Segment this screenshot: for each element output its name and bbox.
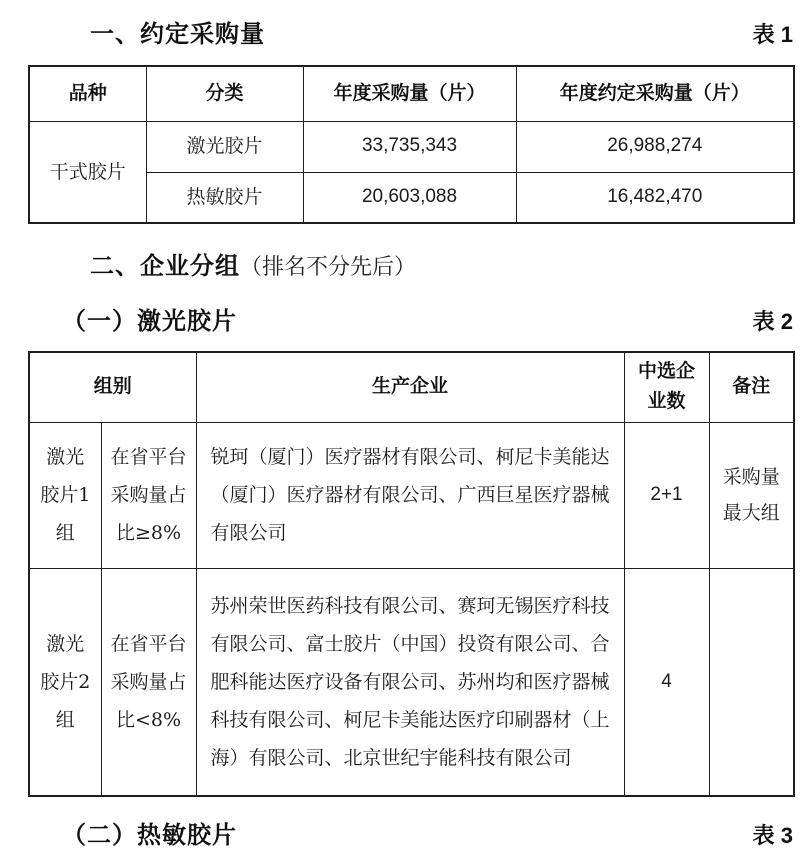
agreed-procurement-table xyxy=(28,65,795,224)
spacer xyxy=(0,283,807,305)
table1-annual-volume-cell: 33,735,343 xyxy=(303,121,516,172)
table2-header-remark: 备注 xyxy=(709,352,794,422)
table1-category-cell: 热敏胶片 xyxy=(146,172,303,223)
table3-label: 表 3 xyxy=(752,823,793,849)
table1-header-annual-volume: 年度采购量（片） xyxy=(303,66,516,121)
table-row xyxy=(29,568,794,796)
table2-header-manufacturer: 生产企业 xyxy=(196,352,624,422)
table1-variety-cell: 干式胶片 xyxy=(29,121,146,223)
subsection1-title: （一）激光胶片 xyxy=(62,308,237,335)
section2-note: （排名不分先后） xyxy=(240,255,417,280)
table1-header-row xyxy=(29,66,794,121)
subsection2-title: （二）热敏胶片 xyxy=(62,822,237,850)
spacer xyxy=(0,224,807,250)
section1-title: 一、约定采购量 xyxy=(90,21,265,48)
table2-remark-cell xyxy=(709,568,794,796)
table2-group-cell: 激光胶片2组 xyxy=(29,568,101,796)
table2-criteria-cell: 在省平台采购量占比<8% xyxy=(101,568,196,796)
table1-label: 表 1 xyxy=(752,22,793,47)
table2-header-group: 组别 xyxy=(29,352,196,422)
spacer xyxy=(0,797,807,819)
table1-category-cell: 激光胶片 xyxy=(146,121,303,172)
section2-heading-row xyxy=(0,250,807,283)
table1-annual-volume-cell: 20,603,088 xyxy=(303,172,516,223)
table-row xyxy=(29,121,794,172)
table1-header-variety: 品种 xyxy=(29,66,146,121)
subsection2-heading-row xyxy=(0,819,807,852)
section2-title-wrap xyxy=(90,250,416,283)
table2-group-cell: 激光胶片1组 xyxy=(29,422,101,568)
table1-header-category: 分类 xyxy=(146,66,303,121)
section2-title: 二、企业分组 xyxy=(90,253,240,280)
table2-criteria-cell: 在省平台采购量占比≥8% xyxy=(101,422,196,568)
table2-selected-count-cell: 2+1 xyxy=(624,422,709,568)
subsection1-heading-row xyxy=(0,305,807,338)
laser-film-grouping-table xyxy=(28,351,795,797)
table2-label: 表 2 xyxy=(752,309,793,334)
table-row xyxy=(29,422,794,568)
table2-header-row xyxy=(29,352,794,422)
section1-heading-row xyxy=(0,18,807,51)
table2-remark-cell: 采购量最大组 xyxy=(709,422,794,568)
table1-header-agreed-volume: 年度约定采购量（片） xyxy=(516,66,794,121)
table2-header-selected-count: 中选企业数 xyxy=(624,352,709,422)
table1-agreed-volume-cell: 26,988,274 xyxy=(516,121,794,172)
table2-selected-count-cell: 4 xyxy=(624,568,709,796)
table2-companies-cell: 锐珂（厦门）医疗器材有限公司、柯尼卡美能达（厦门）医疗器材有限公司、广西巨星医疗器械有限公司 xyxy=(196,422,624,568)
table1-agreed-volume-cell: 16,482,470 xyxy=(516,172,794,223)
table2-companies-cell: 苏州荣世医药科技有限公司、赛珂无锡医疗科技有限公司、富士胶片（中国）投资有限公司、合肥科能达医疗设备有限公司、苏州均和医疗器械科技有限公司、柯尼卡美能达医疗印刷器材（上海）有限公司、北京世纪宇能科技有限公司 xyxy=(196,568,624,796)
